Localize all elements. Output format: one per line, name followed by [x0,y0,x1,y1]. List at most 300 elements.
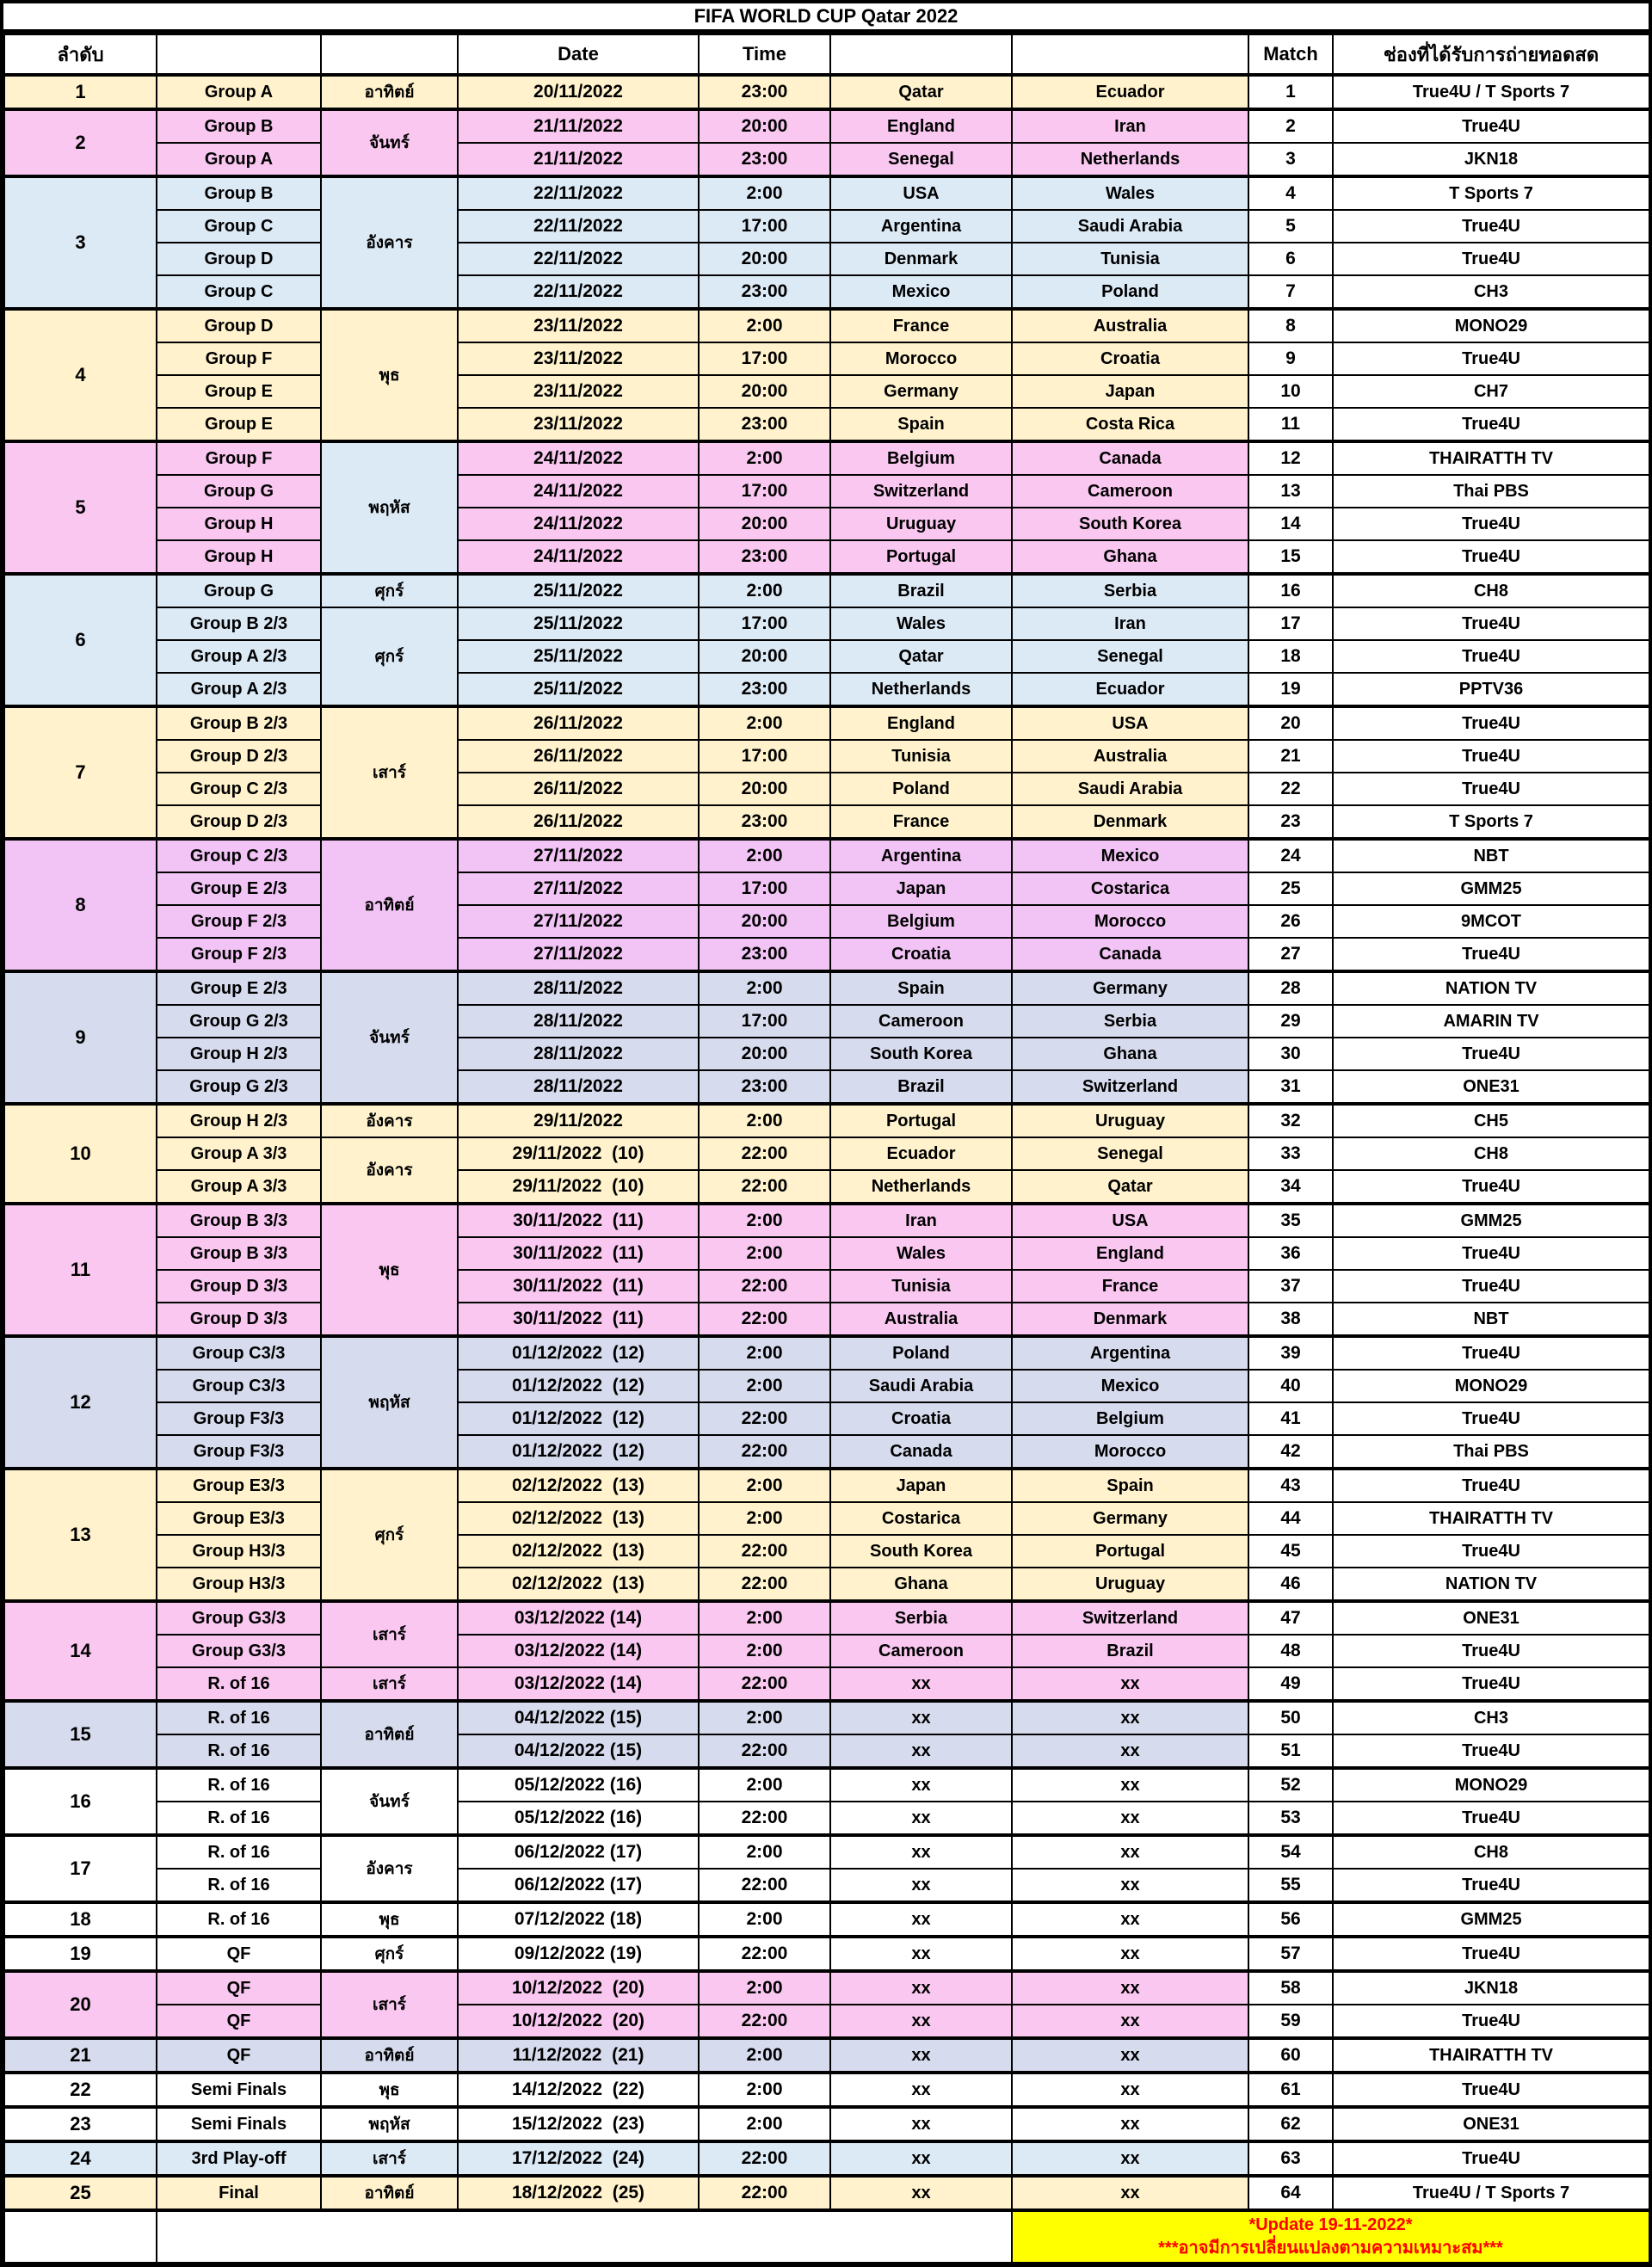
date-cell: 28/11/2022 [458,971,699,1005]
match-number-cell: 20 [1248,706,1333,740]
stage-cell: Group G 2/3 [157,1005,321,1038]
team1-cell: USA [830,176,1012,210]
order-cell: 3 [4,176,157,309]
team2-cell: Brazil [1012,1635,1248,1667]
channel-cell: True4U [1333,1170,1649,1204]
time-cell: 2:00 [699,1835,830,1869]
match-row [4,839,1649,872]
order-cell: 15 [4,1701,157,1768]
match-row [4,540,1649,574]
stage-cell: Final [157,2176,321,2210]
time-cell: 20:00 [699,109,830,143]
team2-cell: xx [1012,1835,1248,1869]
channel-cell: CH3 [1333,275,1649,309]
channel-cell: MONO29 [1333,1768,1649,1802]
day-cell: พุธ [321,2073,458,2107]
order-cell: 21 [4,2038,157,2073]
order-cell: 4 [4,309,157,441]
time-cell: 22:00 [699,2176,830,2210]
stage-cell: Group H3/3 [157,1535,321,1568]
channel-cell: ONE31 [1333,1601,1649,1635]
team2-cell: Saudi Arabia [1012,773,1248,805]
time-cell: 2:00 [699,706,830,740]
channel-cell: True4U [1333,2073,1649,2107]
match-number-cell: 49 [1248,1667,1333,1701]
channel-cell: True4U [1333,938,1649,971]
date-cell: 02/12/2022 (13) [458,1502,699,1535]
order-cell: 6 [4,574,157,706]
team2-cell: Denmark [1012,1303,1248,1336]
match-row [4,1701,1649,1734]
match-number-cell: 47 [1248,1601,1333,1635]
channel-cell: JKN18 [1333,1971,1649,2005]
team2-cell: Ghana [1012,540,1248,574]
date-cell: 22/11/2022 [458,275,699,309]
team1-cell: xx [830,2005,1012,2038]
match-number-cell: 32 [1248,1104,1333,1137]
match-number-cell: 54 [1248,1835,1333,1869]
time-cell: 23:00 [699,805,830,839]
stage-cell: Group C [157,275,321,309]
match-number-cell: 3 [1248,143,1333,176]
team2-cell: Serbia [1012,574,1248,607]
page-title: FIFA WORLD CUP Qatar 2022 [3,3,1649,34]
time-cell: 17:00 [699,872,830,905]
stage-cell: Group D 2/3 [157,740,321,773]
channel-cell: True4U [1333,1869,1649,1902]
match-number-cell: 57 [1248,1937,1333,1971]
match-number-cell: 19 [1248,673,1333,706]
table-footer [4,2210,1649,2263]
time-cell: 2:00 [699,1902,830,1937]
match-row [4,1902,1649,1937]
match-row [4,640,1649,673]
match-number-cell: 50 [1248,1701,1333,1734]
channel-cell: ONE31 [1333,1070,1649,1104]
team1-cell: Cameroon [830,1005,1012,1038]
time-cell: 17:00 [699,607,830,640]
channel-cell: CH8 [1333,574,1649,607]
date-cell: 29/11/2022 [458,1104,699,1137]
order-cell: 20 [4,1971,157,2038]
order-cell: 11 [4,1204,157,1336]
match-row [4,1768,1649,1802]
time-cell: 22:00 [699,1402,830,1435]
match-number-cell: 2 [1248,109,1333,143]
stage-cell: R. of 16 [157,1835,321,1869]
footer-empty-cell [4,2210,157,2263]
match-row [4,673,1649,706]
match-number-cell: 25 [1248,872,1333,905]
match-number-cell: 51 [1248,1734,1333,1768]
time-cell: 2:00 [699,309,830,342]
team1-cell: Netherlands [830,1170,1012,1204]
team1-cell: Portugal [830,540,1012,574]
team2-cell: Switzerland [1012,1601,1248,1635]
date-cell: 09/12/2022 (19) [458,1937,699,1971]
team1-cell: xx [830,2038,1012,2073]
channel-cell: NBT [1333,1303,1649,1336]
date-cell: 03/12/2022 (14) [458,1601,699,1635]
date-cell: 06/12/2022 (17) [458,1835,699,1869]
team1-cell: England [830,706,1012,740]
stage-cell: Group H 2/3 [157,1104,321,1137]
team1-cell: Japan [830,872,1012,905]
match-number-cell: 61 [1248,2073,1333,2107]
match-row [4,2107,1649,2141]
date-cell: 30/11/2022 (11) [458,1204,699,1237]
team1-cell: xx [830,1835,1012,1869]
team2-cell: Qatar [1012,1170,1248,1204]
stage-cell: QF [157,1971,321,2005]
date-cell: 01/12/2022 (12) [458,1336,699,1370]
channel-cell: NATION TV [1333,1568,1649,1601]
team2-cell: xx [1012,1802,1248,1835]
match-row [4,1170,1649,1204]
time-cell: 2:00 [699,2107,830,2141]
channel-cell: True4U [1333,508,1649,540]
match-row [4,109,1649,143]
day-cell: อังคาร [321,1104,458,1137]
match-row [4,1869,1649,1902]
date-cell: 24/11/2022 [458,475,699,508]
team1-cell: Poland [830,1336,1012,1370]
order-cell: 10 [4,1104,157,1204]
time-cell: 22:00 [699,1667,830,1701]
date-cell: 23/11/2022 [458,408,699,441]
team1-cell: Uruguay [830,508,1012,540]
team2-cell: Belgium [1012,1402,1248,1435]
day-cell: อาทิตย์ [321,75,458,109]
match-number-cell: 30 [1248,1038,1333,1070]
match-number-cell: 62 [1248,2107,1333,2141]
channel-cell: True4U [1333,210,1649,243]
time-cell: 22:00 [699,1535,830,1568]
match-number-cell: 1 [1248,75,1333,109]
team2-cell: Ghana [1012,1038,1248,1070]
match-number-cell: 58 [1248,1971,1333,2005]
day-cell: จันทร์ [321,971,458,1104]
team1-cell: Denmark [830,243,1012,275]
date-cell: 30/11/2022 (11) [458,1270,699,1303]
date-cell: 11/12/2022 (21) [458,2038,699,2073]
team1-cell: Ecuador [830,1137,1012,1170]
team1-cell: xx [830,1937,1012,1971]
match-number-cell: 21 [1248,740,1333,773]
channel-cell: True4U [1333,740,1649,773]
date-cell: 28/11/2022 [458,1070,699,1104]
team2-cell: xx [1012,1734,1248,1768]
team2-cell: Germany [1012,1502,1248,1535]
date-cell: 28/11/2022 [458,1038,699,1070]
team2-cell: Wales [1012,176,1248,210]
match-number-cell: 22 [1248,773,1333,805]
stage-cell: R. of 16 [157,1802,321,1835]
stage-cell: R. of 16 [157,1667,321,1701]
date-cell: 21/11/2022 [458,143,699,176]
date-cell: 02/12/2022 (13) [458,1568,699,1601]
channel-cell: NBT [1333,839,1649,872]
match-number-cell: 10 [1248,375,1333,408]
channel-cell: ONE31 [1333,2107,1649,2141]
order-cell: 13 [4,1469,157,1601]
channel-cell: True4U [1333,1336,1649,1370]
match-row [4,1971,1649,2005]
date-cell: 27/11/2022 [458,872,699,905]
channel-cell: True4U [1333,1402,1649,1435]
time-cell: 2:00 [699,971,830,1005]
time-cell: 23:00 [699,938,830,971]
team2-cell: Australia [1012,309,1248,342]
day-cell: เสาร์ [321,2141,458,2176]
time-cell: 2:00 [699,1635,830,1667]
date-cell: 29/11/2022 (10) [458,1137,699,1170]
match-row [4,1104,1649,1137]
match-number-cell: 5 [1248,210,1333,243]
time-cell: 20:00 [699,905,830,938]
stage-cell: R. of 16 [157,1869,321,1902]
order-cell: 23 [4,2107,157,2141]
match-number-cell: 36 [1248,1237,1333,1270]
date-cell: 17/12/2022 (24) [458,2141,699,2176]
day-cell: เสาร์ [321,706,458,839]
day-cell: ศุกร์ [321,607,458,706]
channel-cell: True4U [1333,1237,1649,1270]
time-cell: 23:00 [699,408,830,441]
date-cell: 26/11/2022 [458,706,699,740]
date-cell: 27/11/2022 [458,839,699,872]
order-cell: 8 [4,839,157,971]
stage-cell: QF [157,1937,321,1971]
day-cell: พฤหัส [321,441,458,574]
stage-cell: R. of 16 [157,1701,321,1734]
date-cell: 27/11/2022 [458,938,699,971]
time-cell: 2:00 [699,1370,830,1402]
match-row [4,805,1649,839]
time-cell: 22:00 [699,1270,830,1303]
match-number-cell: 8 [1248,309,1333,342]
match-number-cell: 37 [1248,1270,1333,1303]
team2-cell: South Korea [1012,508,1248,540]
date-cell: 02/12/2022 (13) [458,1535,699,1568]
match-number-cell: 12 [1248,441,1333,475]
match-number-cell: 14 [1248,508,1333,540]
team2-cell: Australia [1012,740,1248,773]
channel-cell: True4U / T Sports 7 [1333,75,1649,109]
order-cell: 24 [4,2141,157,2176]
match-number-cell: 34 [1248,1170,1333,1204]
team1-cell: Spain [830,971,1012,1005]
match-row [4,1601,1649,1635]
team1-cell: xx [830,1768,1012,1802]
time-cell: 20:00 [699,773,830,805]
day-cell: จันทร์ [321,1768,458,1835]
team2-cell: Mexico [1012,1370,1248,1402]
day-cell: ศุกร์ [321,574,458,607]
day-cell: อังคาร [321,176,458,309]
date-cell: 01/12/2022 (12) [458,1435,699,1469]
header-row [4,34,1649,75]
team1-cell: Brazil [830,574,1012,607]
time-cell: 23:00 [699,143,830,176]
team2-cell: USA [1012,1204,1248,1237]
match-number-cell: 4 [1248,176,1333,210]
match-row [4,1402,1649,1435]
date-cell: 10/12/2022 (20) [458,2005,699,2038]
day-cell: ศุกร์ [321,1469,458,1601]
time-cell: 2:00 [699,1104,830,1137]
match-row [4,1270,1649,1303]
team2-cell: xx [1012,2005,1248,2038]
update-note [1012,2210,1649,2263]
time-cell: 22:00 [699,1734,830,1768]
channel-cell: MONO29 [1333,309,1649,342]
date-cell: 14/12/2022 (22) [458,2073,699,2107]
team2-cell: Uruguay [1012,1104,1248,1137]
match-number-cell: 53 [1248,1802,1333,1835]
team1-cell: xx [830,1701,1012,1734]
channel-cell: T Sports 7 [1333,176,1649,210]
team1-cell: Argentina [830,839,1012,872]
match-row [4,243,1649,275]
match-number-cell: 17 [1248,607,1333,640]
team1-cell: Qatar [830,75,1012,109]
channel-cell: PPTV36 [1333,673,1649,706]
team2-cell: Ecuador [1012,673,1248,706]
match-row [4,1303,1649,1336]
time-cell: 2:00 [699,1971,830,2005]
stage-cell: Group G3/3 [157,1601,321,1635]
stage-cell: Group F [157,441,321,475]
match-row [4,1237,1649,1270]
stage-cell: Group A 3/3 [157,1137,321,1170]
team1-cell: Netherlands [830,673,1012,706]
channel-cell: CH7 [1333,375,1649,408]
stage-cell: Group E [157,375,321,408]
match-row [4,75,1649,109]
time-cell: 2:00 [699,1336,830,1370]
team2-cell: Canada [1012,441,1248,475]
team1-cell: Australia [830,1303,1012,1336]
channel-cell: True4U [1333,1270,1649,1303]
time-cell: 2:00 [699,441,830,475]
team1-cell: South Korea [830,1038,1012,1070]
team1-cell: Spain [830,408,1012,441]
stage-cell: Group H3/3 [157,1568,321,1601]
date-cell: 29/11/2022 (10) [458,1170,699,1204]
match-row [4,375,1649,408]
team2-cell: xx [1012,1971,1248,2005]
match-number-cell: 45 [1248,1535,1333,1568]
match-row [4,508,1649,540]
team2-cell: xx [1012,2176,1248,2210]
date-cell: 30/11/2022 (11) [458,1303,699,1336]
match-row [4,210,1649,243]
channel-cell: CH8 [1333,1835,1649,1869]
team2-cell: Costa Rica [1012,408,1248,441]
match-row [4,1502,1649,1535]
team1-cell: Switzerland [830,475,1012,508]
match-row [4,1005,1649,1038]
day-cell: อังคาร [321,1835,458,1902]
update-disclaimer: ***อาจมีการเปลี่ยนแปลงตามความเหมาะสม*** [1158,2239,1503,2258]
header-match: Match [1248,34,1333,75]
date-cell: 24/11/2022 [458,540,699,574]
stage-cell: Group E 2/3 [157,872,321,905]
team1-cell: xx [830,1971,1012,2005]
team2-cell: xx [1012,2107,1248,2141]
stage-cell: Group F 2/3 [157,938,321,971]
match-number-cell: 28 [1248,971,1333,1005]
team2-cell: England [1012,1237,1248,1270]
match-number-cell: 23 [1248,805,1333,839]
day-cell: พุธ [321,309,458,441]
date-cell: 26/11/2022 [458,805,699,839]
order-cell: 16 [4,1768,157,1835]
date-cell: 23/11/2022 [458,375,699,408]
team2-cell: France [1012,1270,1248,1303]
match-row [4,1535,1649,1568]
day-cell: พุธ [321,1204,458,1336]
stage-cell: Group A [157,75,321,109]
team1-cell: xx [830,1802,1012,1835]
time-cell: 2:00 [699,574,830,607]
header-team1 [830,34,1012,75]
team1-cell: xx [830,1869,1012,1902]
team1-cell: France [830,309,1012,342]
match-row [4,309,1649,342]
channel-cell: GMM25 [1333,1902,1649,1937]
stage-cell: Group H [157,508,321,540]
team1-cell: Belgium [830,441,1012,475]
match-number-cell: 31 [1248,1070,1333,1104]
time-cell: 20:00 [699,243,830,275]
channel-cell: True4U [1333,408,1649,441]
team2-cell: xx [1012,2073,1248,2107]
team1-cell: Belgium [830,905,1012,938]
match-row [4,872,1649,905]
team1-cell: Portugal [830,1104,1012,1137]
time-cell: 22:00 [699,1802,830,1835]
match-number-cell: 9 [1248,342,1333,375]
stage-cell: Group B [157,176,321,210]
match-number-cell: 64 [1248,2176,1333,2210]
channel-cell: True4U [1333,607,1649,640]
day-cell: ศุกร์ [321,1937,458,1971]
stage-cell: Group A [157,143,321,176]
day-cell: เสาร์ [321,1601,458,1667]
channel-cell: AMARIN TV [1333,1005,1649,1038]
team1-cell: Serbia [830,1601,1012,1635]
team2-cell: Croatia [1012,342,1248,375]
day-cell: อาทิตย์ [321,839,458,971]
team1-cell: Ghana [830,1568,1012,1601]
time-cell: 2:00 [699,1237,830,1270]
time-cell: 17:00 [699,210,830,243]
team1-cell: Tunisia [830,740,1012,773]
stage-cell: Group G 2/3 [157,1070,321,1104]
date-cell: 26/11/2022 [458,773,699,805]
match-row [4,176,1649,210]
match-row [4,1137,1649,1170]
date-cell: 02/12/2022 (13) [458,1469,699,1502]
date-cell: 04/12/2022 (15) [458,1701,699,1734]
date-cell: 06/12/2022 (17) [458,1869,699,1902]
team2-cell: Iran [1012,109,1248,143]
team1-cell: Saudi Arabia [830,1370,1012,1402]
stage-cell: Group G3/3 [157,1635,321,1667]
date-cell: 01/12/2022 (12) [458,1370,699,1402]
